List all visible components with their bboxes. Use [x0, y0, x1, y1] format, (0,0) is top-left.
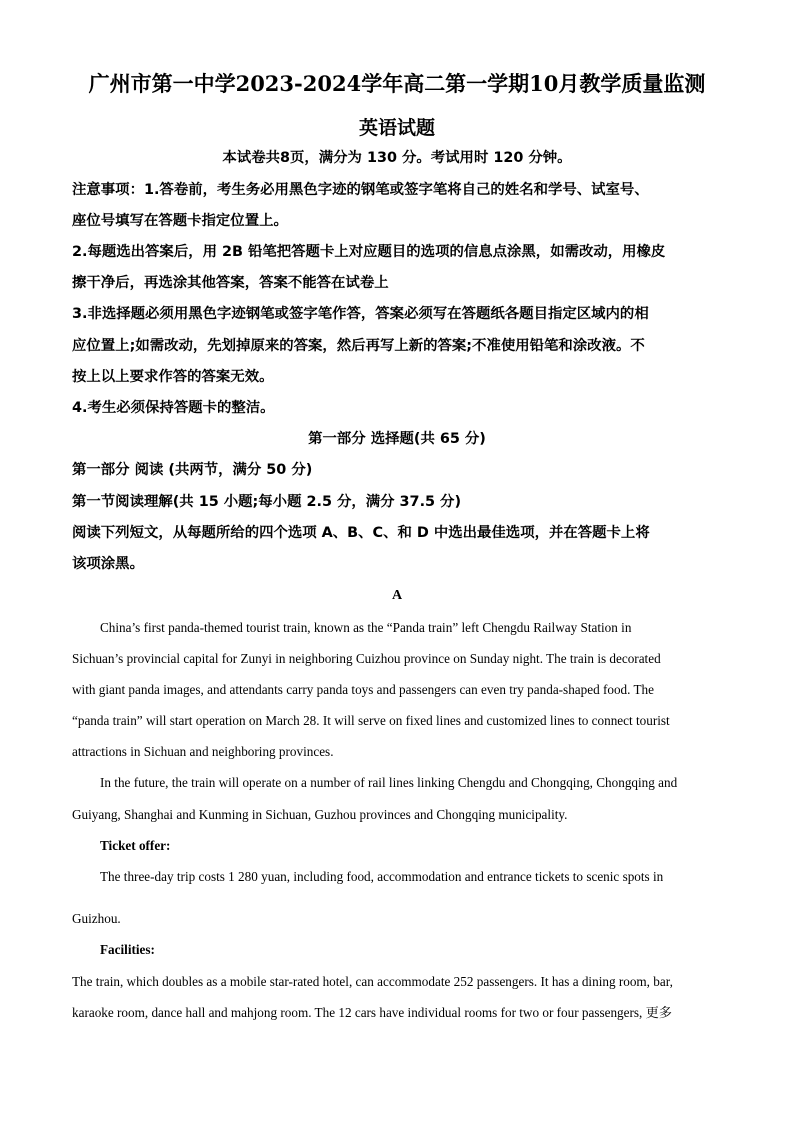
- exam-title: 广州市第一中学2023-2024学年高二第一学期10月教学质量监测: [88, 71, 706, 96]
- passage-line: China’s first panda-themed tourist train, known as the “Panda train” left Chengdu Railway Station in: [100, 620, 632, 635]
- notes-line-4: 擦干净后，再选涂其他答案，答案不能答在试卷上: [72, 275, 389, 291]
- part-heading: 第一部分 选择题(共 65 分): [308, 431, 486, 447]
- passage-line: “panda train” will start operation on March 28. It will serve on fixed lines and customized lines to connect tourist: [72, 713, 670, 728]
- ticket-heading: [72, 830, 722, 861]
- notes-line-1: 注意事项：1.答卷前，考生务必用黑色字迹的钢笔或签字笔将自己的姓名和学号、试室号、: [72, 182, 649, 198]
- instruction-line-1: 阅读下列短文，从每题所给的四个选项 A、B、C、和 D 中选出最佳选项，并在答题卡上将: [72, 525, 650, 541]
- passage-line: attractions in Sichuan and neighboring provinces.: [72, 744, 334, 759]
- facilities-line: The train, which doubles as a mobile star-rated hotel, can accommodate 252 passengers. It has a dining room, bar,: [72, 974, 673, 989]
- notes-line-5: 3.非选择题必须用黑色字迹钢笔或签字笔作答，答案必须写在答题纸各题目指定区域内的相: [72, 306, 649, 322]
- notes-line-3: 2.每题选出答案后，用 2B 铅笔把答题卡上对应题目的选项的信息点涂黑，如需改动，用橡皮: [72, 244, 666, 260]
- facilities-heading: [72, 934, 722, 965]
- exam-subtitle: 英语试题: [358, 117, 435, 139]
- notes-line-7: 按上以上要求作答的答案无效。: [72, 369, 274, 385]
- notes-line-2: 座位号填写在答题卡指定位置上。: [72, 213, 288, 229]
- section-heading: 第一节阅读理解(共 15 小题;每小题 2.5 分，满分 37.5 分): [72, 494, 462, 510]
- notes-line-6: 应位置上;如需改动，先划掉原来的答案，然后再写上新的答案;不准使用铅笔和涂改液。不: [72, 338, 645, 354]
- passage-line: In the future, the train will operate on a number of rail lines linking Chengdu and Chongqing, Chongqing and: [100, 775, 678, 790]
- ticket-line: Guizhou.: [72, 911, 121, 926]
- passage-line: Sichuan’s provincial capital for Zunyi in neighboring Cuizhou province on Sunday night. The train is decorated: [72, 651, 661, 666]
- facilities-line: karaoke room, dance hall and mahjong room. The 12 cars have individual rooms for two or four passengers, 更多: [72, 1005, 672, 1020]
- passage-label: A: [391, 588, 403, 603]
- facilities-heading-text: Facilities:: [100, 942, 155, 957]
- exam-info: 本试卷共8页，满分为 130 分。考试用时 120 分钟。: [222, 150, 572, 166]
- notes-line-8: 4.考生必须保持答题卡的整洁。: [72, 400, 275, 416]
- ticket-line: The three-day trip costs 1 280 yuan, including food, accommodation and entrance tickets to scenic spots in: [100, 869, 664, 884]
- passage-line: Guiyang, Shanghai and Kunming in Sichuan, Guzhou provinces and Chongqing municipality.: [72, 807, 568, 822]
- instruction-line-2: 该项涂黑。: [72, 556, 144, 572]
- passage-line: with giant panda images, and attendants carry panda toys and passengers can even try panda-shaped food. The: [72, 682, 655, 697]
- ticket-heading-text: Ticket offer:: [100, 838, 171, 853]
- reading-heading: 第一部分 阅读 (共两节，满分 50 分): [72, 462, 313, 478]
